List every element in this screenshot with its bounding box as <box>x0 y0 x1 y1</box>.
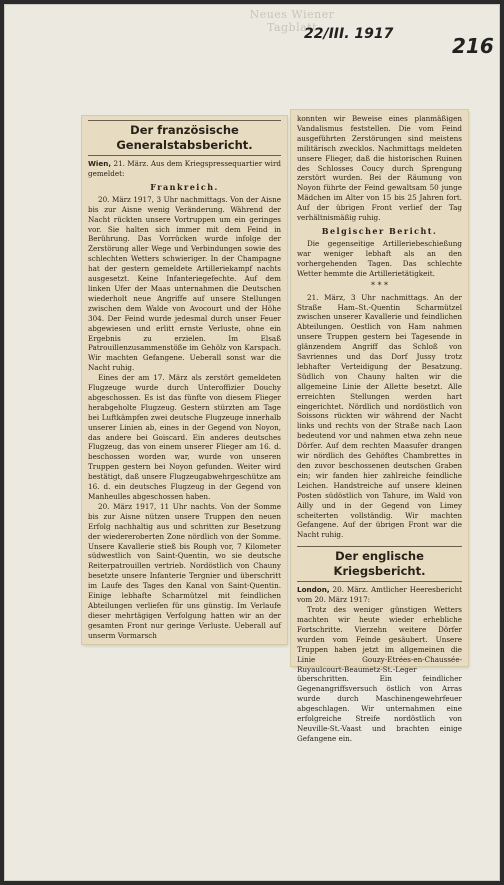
paragraph-english-1: Trotz des weniger günstigen Wetters machten wir heute wieder erhebliche Fortschritte. Vierzehn weitere Dörfer wurden vom Feinde gesäubert. Unsere Truppen haben jetzt im allgemeinen die Linie Gouzy-Etrées-en-Chaussée-Ruyaulcourt-Beaumetz-St.-Leger überschritten. Ein feindlicher Gegenangriffsversuch östlich von Arras wurde durch Maschinengewehrfeuer abgeschlagen. Wir unternahmen eine erfolgreiche Streife nordöstlich von Neuville-St.-Vaast und brachten einige Gefangene ein. <box>297 605 462 743</box>
section-belgian: Belgischer Bericht. <box>321 225 438 236</box>
headline-english-report: Der englische Kriegsbericht. <box>297 546 462 582</box>
clipping-left <box>82 116 287 644</box>
headline-french-report: Der französische Generalstabsbericht. <box>88 120 281 156</box>
paragraph-belgian-1: Die gegenseitige Artilleriebeschießung war weniger lebhaft als an den vorhergehenden Tagen. Das schlechte Wetter hemmte die Artillerietätigkeit. <box>297 238 462 278</box>
newspaper-stamp: Neues Wiener Tagblatt <box>249 8 335 34</box>
dateline-london <box>297 585 462 605</box>
paragraph-french-continuation: konnten wir Beweise eines planmäßigen Vandalismus feststellen. Die vom Feind ausgeführten Zerstörungen sind meistens militärisch zwecklos. Nachmittags meldeten unsere Flieger, daß die historischen Ruinen des Schlosses Coucy durch Sprengung zerstört wurden. Bei der Räumung von Noyon führte der Feind gewaltsam 50 junge Mädchen im Alter von 15 bis 25 Jahren fort. Auf der übrigen Front verlief der Tag verhältnismäßig ruhig. <box>297 114 462 223</box>
archive-sheet <box>4 4 500 881</box>
paragraph-belgian-2: 21. März, 3 Uhr nachmittags. An der Straße Ham–St.-Quentin Scharmützel zwischen unserer Kavallerie und feindlichen Abteilungen. Oestlich von Ham nahmen unsere Truppen gestern bei Tagesende in glänzendem Angriff das Schloß von Savriennes und das Dorf Jussy trotz lebhafter Verteidigung der Besatzung. Südlich von Chauny halten wir die allgemeine Linie der Allette besetzt. Alle erreichten Stellungen werden hart eingerichtet. Nördlich und nordöstlich von Soissons rückten wir während der Nacht links und rechts von der Straße nach Laon bedeutend vor und nahmen etwa zehn neue Dörfer. Auf dem rechten Maasufer drangen wir nördlich des Gehöftes Chambrettes in den zuvor beschossenen deutschen Graben ein; wir fanden hier zahlreiche feindliche Leichen. Handstreiche auf unsere kleinen Posten südöstlich von Tahure, im Wald von Ailly und in der Gegend von Limey scheiterten vollständig. Wir machten Gefangene. Auf der übrigen Front war die Nacht ruhig. <box>297 292 462 540</box>
dateline-text-london: 20. März. Amtlicher Heeresbericht vom 20. März 1917: <box>297 585 462 605</box>
dateline-place-london: London, <box>297 585 330 595</box>
paragraph-french-1: 20. März 1917, 3 Uhr nachmittags. Von der Aisne bis zur Aisne wenig Veränderung. Während der Nacht rückten unsere Vortruppen um ein geringes vor. Sie halten sich immer mit dem Feind in Berührung. Das Vorrücken wurde infolge der Zerstörung aller Wege und Verbindungen sowie des schlechten Wetters schwieriger. In der Champagne hat der gestern gemeldete Artilleriekampf nachts ausgesetzt. Keine Infanteriegefechte. Auf dem linken Ufer der Maas unternahmen die Deutschen wiederholt neue Angriffe auf unsere Stellungen zwischen dem Walde von Avocourt und der Höhe 304. Der Feind wurde jedesmal durch unser Feuer abgewiesen und erlitt ernste Verluste, ohne ein Ergebnis zu erzielen. Im Elsaß Patrouillenzusammenstöße im Gehölz von Karspach. Wir machten Gefangene. Ueberall sonst war die Nacht ruhig. <box>88 194 281 373</box>
separator-stars: * * * <box>370 280 389 290</box>
section-france: Frankreich. <box>150 181 219 192</box>
clipping-right <box>291 110 468 743</box>
dateline-place: Wien, <box>88 159 112 168</box>
paragraph-french-2: Eines der am 17. März als zerstört gemeldeten Flugzeuge wurde durch Unteroffizier Douchy abgeschossen. Es ist das fünfte von diesem Flieger herabgeholte Flugzeug. Gestern stürzten am Tage bei Luftkämpfen zwei deutsche Flugzeuge innerhalb unserer Linien ab, eines in der Gegend von Noyon, das andere bei Goiscard. Ein anderes deutsches Flugzeug, das von einem unserer Flieger am 16. d. beschossen worden war, wurde von unseren Truppen gestern bei Noyon gefunden. Weiter wird bestätigt, daß unsere Flugzeugabwehrgeschütze am 16. d. ein deutsches Flugzeug in der Gegend von Manheulles abgeschossen haben. <box>88 373 281 501</box>
dateline-vienna <box>88 159 281 179</box>
handwritten-page-number: 216 <box>452 34 494 58</box>
handwritten-date: 22/III. 1917 <box>304 26 394 42</box>
paragraph-french-3: 20. März 1917, 11 Uhr nachts. Von der Somme bis zur Aisne nützen unsere Truppen den neuen Erfolg nachhaltig aus und schritten zur Besetzung der wiedereroberten Zone nördlich von der Somme. Unsere Kavallerie stieß bis Rouph vor, 7 Kilometer südwestlich von Saint-Quentin, wo sie deutsche Reiterpatrouillen vertrieb. Nordöstlich von Chauny besetzte unsere Infanterie Tergnier und überschritt im Laufe des Tages den Kanal von Saint-Quentin. Einige lebhafte Scharmützel mit feindlichen Abteilungen verliefen für uns günstig. Im Verlaufe dieser mehrtägigen Verfolgung hatten wir an der gesamten Front nur geringe Verluste. Ueberall auf unserm Vormarsch <box>88 501 281 640</box>
dateline-text: 21. März. Aus dem Kriegspressequartier wird gemeldet: <box>88 159 281 178</box>
